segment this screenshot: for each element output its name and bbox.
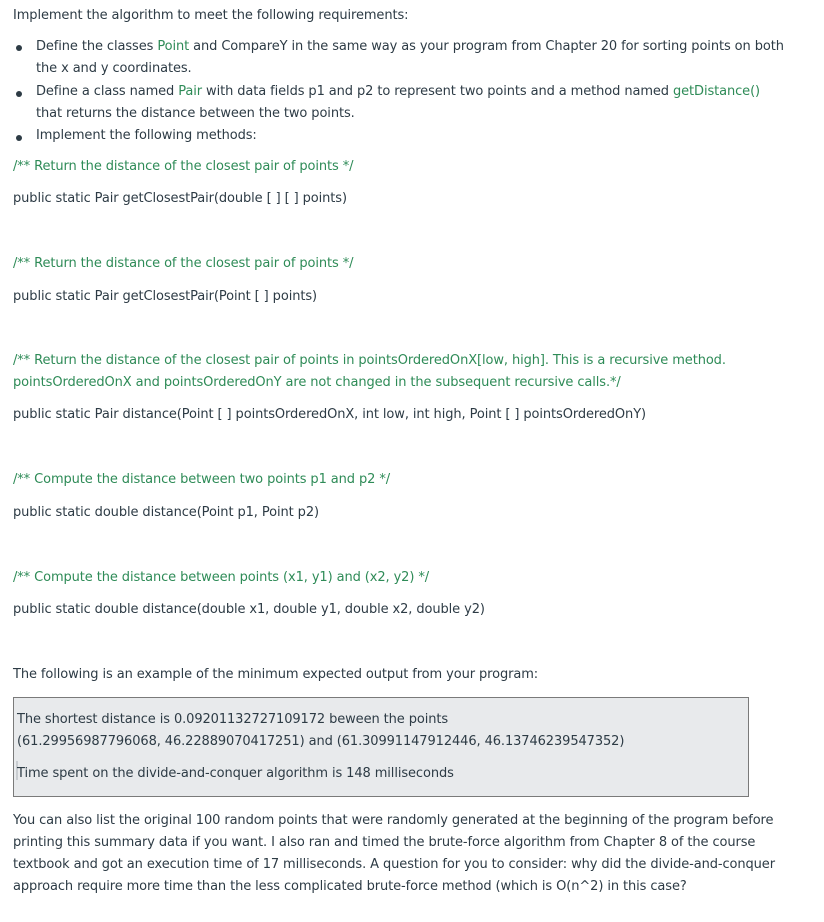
closing-paragraph-line: approach require more time than the less complicated brute-force method (which is O(n^2) in this case?: [13, 879, 687, 894]
sample-output-box: [13, 697, 749, 797]
output-line: Time spent on the divide-and-conquer algorithm is 148 milliseconds: [17, 766, 454, 781]
bullet-text: Implement the following methods:: [36, 128, 257, 143]
method-signature: public static Pair distance(Point [ ] pointsOrderedOnX, int low, int high, Point [ ] pointsOrderedOnY): [13, 407, 647, 422]
method-signature: public static Pair getClosestPair(Point [ ] points): [13, 289, 317, 304]
method-comment: /** Return the distance of the closest pair of points in pointsOrderedOnX[low, high]. This is a recursive method.: [13, 353, 726, 368]
method-name-getdistance: getDistance(): [672, 84, 761, 99]
closing-paragraph-line: printing this summary data if you want. I also ran and timed the brute-force algorithm from Chapter 8 of the course: [13, 835, 756, 850]
method-comment: /** Compute the distance between two points p1 and p2 */: [13, 472, 391, 487]
bullet-dot-icon: [16, 135, 22, 141]
output-line: The shortest distance is 0.09201132727109172 beween the points: [17, 712, 449, 727]
method-comment: /** Return the distance of the closest pair of points */: [13, 159, 354, 174]
bullet-text: Define a class named: [36, 84, 179, 99]
method-signature: public static Pair getClosestPair(double [ ] [ ] points): [13, 191, 347, 206]
class-name-point: Point: [157, 39, 190, 54]
bullet-dot-icon: [16, 45, 22, 51]
bullet-text-continuation: that returns the distance between the two points.: [36, 106, 355, 121]
output-line: (61.29956987796068, 46.22889070417251) and (61.30991147912446, 46.13746239547352): [17, 734, 625, 749]
class-name-pair: Pair: [178, 84, 203, 99]
bullet-text: with data fields p1 and p2 to represent two points and a method named: [202, 84, 673, 99]
bullet-dot-icon: [16, 91, 22, 97]
method-signature: public static double distance(Point p1, Point p2): [13, 505, 319, 520]
bullet-text-continuation: the x and y coordinates.: [36, 61, 192, 76]
bullet-text: Define the classes: [36, 39, 158, 54]
example-intro: The following is an example of the minimum expected output from your program:: [13, 667, 539, 682]
intro-text: Implement the algorithm to meet the following requirements:: [13, 8, 409, 23]
method-comment-continuation: pointsOrderedOnX and pointsOrderedOnY are not changed in the subsequent recursive calls.*/: [13, 375, 621, 390]
closing-paragraph-line: You can also list the original 100 random points that were randomly generated at the beginning of the program before: [13, 813, 774, 828]
method-signature: public static double distance(double x1, double y1, double x2, double y2): [13, 602, 485, 617]
bullet-text: and CompareY in the same way as your program from Chapter 20 for sorting points on both: [189, 39, 784, 54]
method-comment: /** Return the distance of the closest pair of points */: [13, 256, 354, 271]
closing-paragraph-line: textbook and got an execution time of 17 milliseconds. A question for you to consider: why did the divide-and-conquer: [13, 857, 775, 872]
method-comment: /** Compute the distance between points (x1, y1) and (x2, y2) */: [13, 570, 430, 585]
